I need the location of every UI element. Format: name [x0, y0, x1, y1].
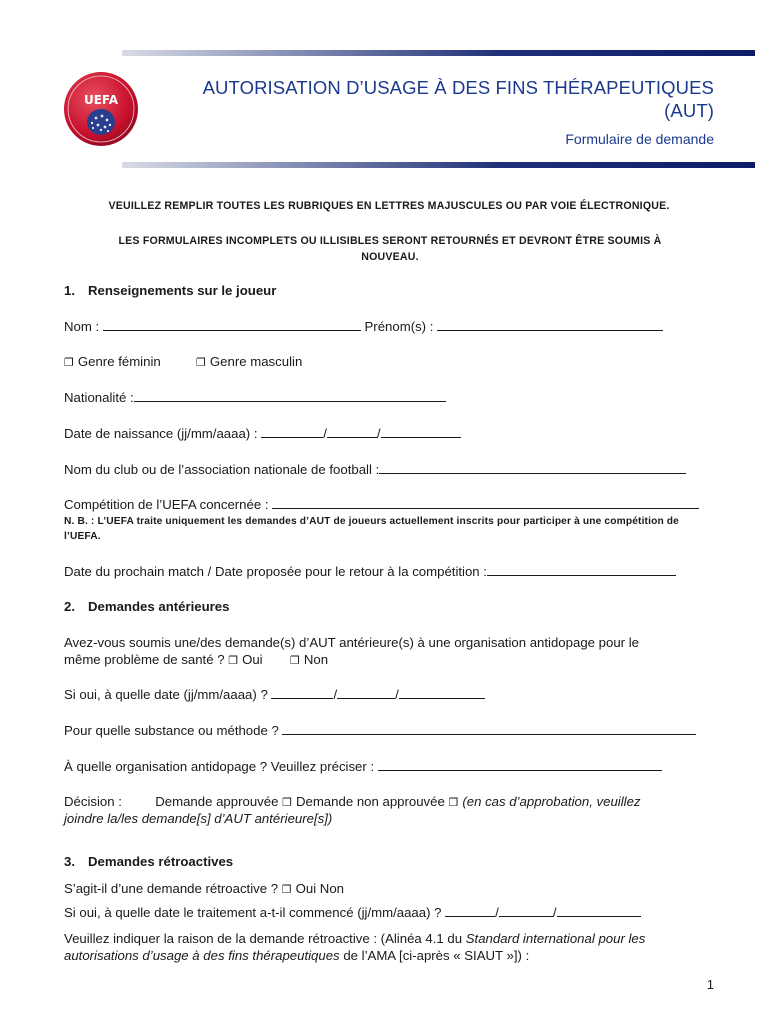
- decision-note-line-1: (en cas d’approbation, veuillez: [462, 794, 641, 809]
- day-field[interactable]: [271, 686, 333, 699]
- retroactive-date-row: Si oui, à quelle date le traitement a-t-il commencé (jj/mm/aaaa) ? / /: [64, 904, 641, 921]
- page-number: 1: [706, 977, 714, 992]
- page-subtitle: Formulaire de demande: [565, 131, 714, 147]
- prochain-match-label: Date du prochain match / Date proposée pour le retour à la compétition :: [64, 564, 487, 579]
- nom-label: Nom :: [64, 319, 100, 334]
- organisation-row: [64, 758, 662, 775]
- raison-text-d: de l’AMA [ci-après « SIAUT »]) :: [343, 948, 530, 963]
- anterieure-question-line-1: Avez-vous soumis une/des demande(s) d’AUT antérieure(s) à une organisation antidopage pour le: [64, 635, 639, 650]
- substance-field[interactable]: [282, 722, 696, 735]
- date-naissance-label: Date de naissance (jj/mm/aaaa) :: [64, 426, 258, 441]
- nationalite-row: [64, 389, 446, 406]
- raison-text-a: Veuillez indiquer la raison de la demande rétroactive : (Alinéa 4.1 du: [64, 931, 463, 946]
- raison-line-2: [64, 947, 529, 964]
- title-line-1: AUTORISATION D’USAGE À DES FINS THÉRAPEUTIQUES: [202, 77, 714, 98]
- checkbox-icon[interactable]: ❐: [448, 796, 459, 809]
- raison-text-b: Standard international pour les: [465, 931, 646, 946]
- anterieure-question-line-2: [64, 651, 328, 669]
- prenom-field[interactable]: [437, 318, 663, 331]
- section-3-heading: [64, 854, 233, 869]
- prochain-match-field[interactable]: [487, 563, 676, 576]
- day-field[interactable]: [445, 904, 495, 917]
- section-number: 3.: [64, 854, 75, 869]
- section-1-heading: [64, 283, 276, 298]
- organisation-field[interactable]: [378, 758, 662, 771]
- prochain-match-row: [64, 563, 676, 580]
- title-line-2: (AUT): [664, 100, 714, 121]
- header-bottom-rule: [122, 162, 755, 168]
- genre-masculin-label: Genre masculin: [209, 354, 303, 369]
- section-number: 2.: [64, 599, 75, 614]
- prenom-label: Prénom(s) :: [364, 319, 434, 334]
- year-field[interactable]: [557, 904, 641, 917]
- raison-text-c: autorisations d’usage à des fins thérapeutiques: [64, 948, 340, 963]
- anterieure-date-row: Si oui, à quelle date (jj/mm/aaaa) ? / /: [64, 686, 485, 703]
- retroactive-question-row: [64, 880, 344, 898]
- svg-text:UEFA: UEFA: [83, 93, 119, 107]
- month-field[interactable]: [499, 904, 553, 917]
- year-field[interactable]: [399, 686, 485, 699]
- section-number: 1.: [64, 283, 75, 298]
- month-field[interactable]: [327, 425, 377, 438]
- raison-line-1: [64, 930, 645, 947]
- organisation-label: À quelle organisation antidopage ? Veuillez préciser :: [64, 759, 375, 774]
- nom-prenom-row: [64, 318, 663, 335]
- checkbox-icon[interactable]: ❐: [282, 796, 292, 809]
- competition-row: [64, 496, 699, 513]
- genre-feminin-label: Genre féminin: [77, 354, 161, 369]
- date-label: Si oui, à quelle date (jj/mm/aaaa) ?: [64, 687, 268, 702]
- decision-note-text: joindre la/les demande[s] d’AUT antérieure[s]): [64, 811, 333, 826]
- year-field[interactable]: [381, 425, 461, 438]
- section-title: Demandes antérieures: [88, 599, 230, 614]
- club-label: Nom du club ou de l’association nationale de football :: [64, 462, 380, 477]
- decision-label: Décision :: [64, 794, 122, 809]
- instruction-incomplete: LES FORMULAIRES INCOMPLETS OU ILLISIBLES SERONT RETOURNÉS ET DEVRONT ÊTRE SOUMIS À NOUVEAU.: [118, 235, 662, 263]
- club-field[interactable]: [379, 461, 686, 474]
- section-title: Demandes rétroactives: [88, 854, 234, 869]
- approuvee-label: Demande approuvée: [155, 794, 279, 809]
- question-text: même problème de santé ?: [64, 652, 225, 667]
- decision-row: [64, 793, 641, 811]
- section-2-heading: [64, 599, 229, 614]
- decision-note-line-2: [64, 810, 332, 827]
- checkbox-icon[interactable]: ❐: [289, 654, 300, 667]
- oui-label: Oui: [242, 652, 263, 667]
- retroactive-question: S’agit-il d’une demande rétroactive ?: [64, 881, 279, 896]
- header-top-rule: [122, 50, 755, 56]
- date-naissance-row: Date de naissance (jj/mm/aaaa) : / /: [64, 425, 461, 442]
- club-row: [64, 461, 686, 478]
- day-field[interactable]: [261, 425, 323, 438]
- section-title: Renseignements sur le joueur: [88, 283, 277, 298]
- nationalite-field[interactable]: [134, 389, 446, 402]
- substance-label: Pour quelle substance ou méthode ?: [64, 723, 279, 738]
- competition-field[interactable]: [272, 496, 699, 509]
- substance-row: [64, 722, 696, 739]
- instruction-uppercase: VEUILLEZ REMPLIR TOUTES LES RUBRIQUES EN LETTRES MAJUSCULES OU PAR VOIE ÉLECTRONIQUE.: [108, 200, 670, 212]
- nom-field[interactable]: [103, 318, 361, 331]
- retroactive-date-label: Si oui, à quelle date le traitement a-t-il commencé (jj/mm/aaaa) ?: [64, 905, 442, 920]
- nb-note: N. B. : L’UEFA traite uniquement les demandes d’AUT de joueurs actuellement inscrits pour participer à une compétition de l’UEFA.: [64, 516, 679, 542]
- non-label: Non: [303, 652, 329, 667]
- checkbox-icon[interactable]: ❐: [228, 654, 239, 667]
- non-approuvee-label: Demande non approuvée: [295, 794, 445, 809]
- checkbox-icon[interactable]: ❐: [64, 356, 74, 369]
- checkbox-icon[interactable]: ❐: [196, 356, 206, 369]
- oui-non-label: Oui Non: [295, 881, 344, 896]
- competition-label: Compétition de l’UEFA concernée :: [64, 497, 269, 512]
- nationalite-label: Nationalité :: [64, 390, 134, 405]
- checkbox-icon[interactable]: ❐: [281, 883, 292, 896]
- page-title: [114, 76, 714, 122]
- month-field[interactable]: [337, 686, 395, 699]
- genre-row: [64, 353, 302, 371]
